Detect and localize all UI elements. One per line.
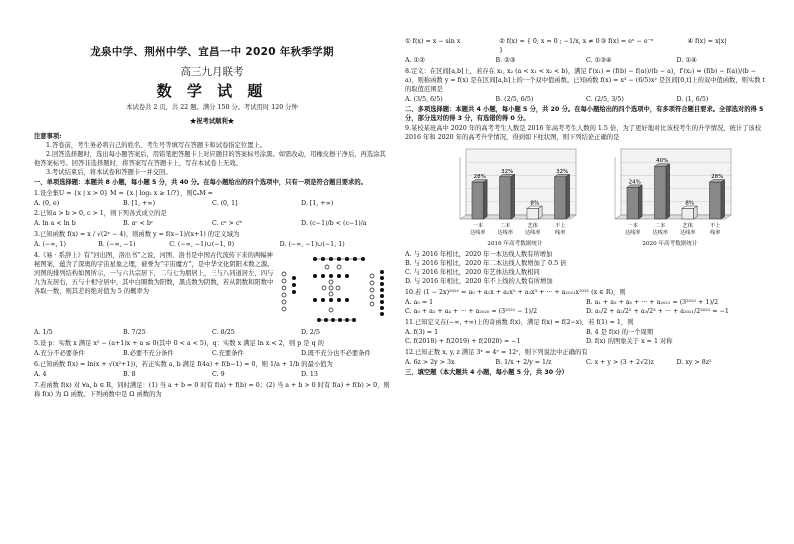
option-d: D. 与 2016 年相比，2020 年不上线的人数有所增加: [405, 278, 553, 286]
option-b: B. [1, +∞): [123, 199, 156, 207]
charts-area: [405, 143, 767, 251]
chart-bar: [709, 182, 721, 219]
option-c: C. 与 2016 年相比，2020 年艺体达线人数相同: [405, 269, 540, 277]
question-4: [34, 252, 390, 328]
chart-category-label: 达线率: [524, 230, 541, 237]
chart-data-label: 40%: [656, 158, 669, 165]
function-4: ④ f(x) = x|x|: [687, 38, 727, 45]
option-c: C. (2/5, 3/5): [586, 95, 624, 103]
options: [34, 220, 390, 229]
option-b: B. 1/x + 2/y = 1/z: [495, 358, 552, 366]
option-c: C. f(2018) + f(2019) + f(2020) = −1: [405, 337, 521, 345]
chart-bar: [527, 209, 539, 220]
chart-category-label: 艺体: [527, 223, 538, 230]
bar-chart-2020: [605, 145, 735, 241]
chart-category-label: 线率: [555, 230, 566, 237]
chart-title-2016: 2016 年高考数据统计: [487, 241, 543, 248]
chart-category-label: 达线率: [624, 230, 641, 237]
option-b: B. 7/25: [123, 329, 146, 337]
chart-data-label: 28%: [711, 174, 724, 181]
options: [405, 359, 767, 368]
question-6: [34, 361, 390, 380]
option-b: B.必要不充分条件: [123, 350, 174, 358]
school-heading: 龙泉中学、荆州中学、宜昌一中 2020 年秋季学期: [90, 46, 334, 58]
chart-category-label: 不上: [710, 223, 721, 230]
chart-bar-side: [566, 175, 570, 220]
option-c: C. x + y > (3 + 2√2)z: [586, 358, 654, 366]
option-d: D. (−∞, −1)∪(−1, 1): [279, 241, 345, 249]
chart-category-label: 一本: [627, 223, 638, 230]
chart-category-label: 达线率: [469, 230, 486, 237]
question-10: 10.若 (1 − 2x)²⁰²¹ = a₀ + a₁x + a₂x² + a₃x³ + ··· + a₂₀₂₁x²⁰²¹ (x ∈ R)，则: [405, 289, 626, 297]
option-b: B. 与 2016 年相比，2020 年二本达线人数增加了 0.5 倍: [405, 260, 567, 268]
option-d: D. (1, 6/5): [676, 95, 709, 103]
question-12: 12.已知正数 x, y, z 满足 3ˣ = 4ʸ = 12ᶻ，则下列说法中正确的有: [405, 348, 588, 356]
chart-category-label: 二本: [500, 223, 511, 230]
section-3-title: 三、填空题（本大题共 4 小题，每小题 5 分，共 30 分）: [405, 368, 568, 376]
option-a: A. 4: [34, 370, 47, 378]
chart-category-label: 不上: [555, 223, 566, 230]
chart-bar-side: [639, 185, 643, 219]
option-d: D.既不充分也不必要条件: [301, 350, 371, 358]
hetu-diagram: [280, 256, 386, 324]
option-a: A. 6z > 2y > 3x: [405, 358, 455, 366]
chart-category-label: 达线率: [497, 230, 514, 237]
option-c: C. a₀ + a₂ + a₄ + ··· + a₂₀₂₀ = (3²⁰²¹ − 1)/2: [405, 307, 538, 315]
option-c: C. 9: [212, 370, 225, 378]
option-a: A.充分不必要条件: [34, 350, 85, 358]
chart-bar: [499, 177, 511, 219]
subject-title: 数 学 试 题: [156, 81, 268, 100]
note-item: 2.回答选择题时，选出每小题答案后，用铅笔把答题卡上对应题目的答案标号涂黑。如需改动，用橡皮擦干净后，再选涂其他答案标号。回答非选择题时，将答案写在答题卡上，写在本试卷上无效。: [34, 150, 386, 167]
option-b: B. aᶜ < bᶜ: [123, 220, 154, 228]
option-d: D. 13: [301, 370, 318, 378]
chart-data-label: 24%: [628, 179, 641, 186]
q9-options: [405, 251, 767, 287]
option-c: C. (−∞, −1)∪(−1, 0): [169, 241, 235, 249]
left-column: [34, 0, 390, 544]
options: [34, 350, 390, 359]
question-stem: 1.设全集U = {x | x > 0} M = {x | log₂ x ≥ 1/?}，则∁ᵤM =: [34, 189, 213, 197]
exam-title: 高三九月联考: [180, 65, 244, 78]
blessing: ★祝考试顺利★: [189, 118, 235, 126]
option-d: D. 2/5: [301, 329, 320, 337]
question-stem: 7.若函数 f(x) 对 ∀a, b ∈ R，同时满足：(1) 当 a + b = 0 时有 f(a) + f(b) = 0；(2) 当 a + b > 0 时有 f(a) + f(b) > 0，则称 f(x) 为 Ω 函数。下列函数中是 Ω 函数的为: [34, 381, 390, 398]
option-a: A. (3/5, 6/5): [405, 95, 443, 103]
options: [405, 299, 767, 317]
option-d: D. f(x) 的图象关于 x = 1 对称: [586, 337, 673, 345]
question-11: 11.已知定义在(−∞, +∞)上的奇函数 f(x)，满足 f(x) = f(2−x)，若 f(1) = 1，则: [405, 318, 634, 326]
chart-bar-side: [511, 175, 515, 220]
chart-data-label: 32%: [556, 169, 569, 176]
question-8: 8.定义：在区间[a,b]上，若存在 x₁, x₂ (a < x₁ < x₂ < b)，满足 f′(x₁) = (f(b) − f(a))/(b − a)，f′(x₂) = (f(b) − f(a))/(b − a)，则称函数 y = f(x) 是在区间[a,b]上的一个双中值函数。已知函数 f(x) = x³ − (6/5)x² 是区间[0,t]上的双中值函数，则实数 t 的取值范围是: [405, 67, 766, 93]
question-7: [34, 382, 390, 400]
option-b: B. 4 是 f(x) 的一个周期: [586, 328, 654, 336]
option-d: D. (c−1)/b < (c−1)/a: [301, 220, 367, 228]
option-a: A. ln a < ln b: [34, 220, 76, 228]
option-c: C. cᵃ > cᵇ: [212, 220, 242, 228]
chart-data-label: 8%: [530, 200, 540, 207]
hetu-figure: [274, 252, 390, 328]
option-a: A. f(3) = 1: [405, 328, 439, 336]
chart-category-label: 二本: [655, 223, 666, 230]
option-b: B. a₁ + a₃ + a₅ + ··· + a₂₀₂₁ = (3²⁰²¹ + 1)/2: [586, 299, 719, 306]
question-stem: 3.已知函数 f(x) = x / √(2ˣ − 4)，则函数 y = f(x−1)/(x+1) 的定义域为: [34, 231, 240, 239]
chart-category-label: 艺体: [682, 223, 693, 230]
option-a: A. ①②: [405, 56, 425, 64]
option-a: A. 与 2016 年相比，2020 年一本达线人数有所增加: [405, 251, 553, 259]
chart-bar: [554, 177, 566, 219]
chart-data-label: 8%: [685, 200, 695, 207]
chart-bar-side: [539, 206, 543, 219]
chart-category-label: 一本: [472, 223, 483, 230]
chart-category-label: 线率: [710, 230, 721, 237]
option-c: C. 8/25: [212, 329, 235, 337]
options: [34, 329, 390, 338]
option-d: D. [1, +∞): [301, 199, 334, 207]
option-d: D. xy > 8z²: [676, 358, 712, 366]
chart-bar: [627, 188, 639, 220]
question-1: [34, 190, 390, 209]
q7-choices: [405, 57, 767, 66]
question-2: [34, 210, 390, 229]
note-item: 3.考试结束后，将本试卷和答题卡一并交回。: [46, 168, 172, 176]
question-9: 9.某校某班高中 2020 年的高考考生人数是 2016 年高考考生人数的 1.5 倍，为了更好地对比该校考生的升学情况，统计了该校 2016 年和 2020 年的高考升学情况，得到如下柱状图，则下列结论正确的是: [405, 125, 762, 142]
option-a: A. a₀ = 1: [405, 299, 434, 306]
right-column: [405, 0, 767, 544]
function-2: ② f(x) = { 0, x = 0 ; −1/x, x ≠ 0 }: [499, 38, 600, 54]
chart-bar-side: [484, 180, 488, 219]
option-c: C.充要条件: [212, 350, 244, 358]
note-item: 1.答卷前，考生务必将自己的姓名、考生号等填写在答题卡和试卷指定位置上。: [46, 141, 267, 149]
option-c: C. (0, 1]: [212, 199, 238, 207]
chart-title-2020: 2020 年高考数据统计: [642, 241, 698, 248]
chart-bar: [654, 167, 666, 220]
chart-data-label: 28%: [473, 174, 486, 181]
question-stem: 4.《易 · 系辞上》有“河出图，洛出书”之说，河图、洛书是中国古代流传下来的两幅神秘图案，蕴含了深奥的宇宙星象之理，被誉为“宇宙魔方”，是中华文化阴阳术数之源。河图的排列结构如图所示，一与六共宗居下，二与七为朋居上，三与八同道居左，四与九为友居右，五与十相守居中，其中白圈数为阳数，黑点数为阴数，若从阴数和阳数中各取一数，则其差的绝对值为 5 的概率为: [34, 252, 274, 295]
options: [405, 96, 767, 105]
option-a: A. (−∞, 1): [34, 241, 66, 249]
question-stem: 2.已知a > b > 0, c > 1，则下列各式成立的是: [34, 210, 167, 218]
option-a: A. 1/5: [34, 329, 53, 337]
bar-chart-2016: [450, 145, 580, 241]
exam-meta: 本试卷共 2 页，共 22 题。满分 150 分。考试用时 120 分钟: [126, 104, 298, 112]
question-3: [34, 231, 390, 250]
option-d: D. ①④: [676, 56, 697, 64]
notes-title: 注意事项:: [34, 132, 62, 140]
option-d: D. a₁/2 + a₂/2² + a₃/2³ + ··· + a₂₀₂₁/2²⁰²¹ = −1: [586, 307, 729, 315]
section-1-title: 一、单项选择题：本题共 8 小题，每小题 5 分，共 40 分。在每小题给出的四个选项中，只有一项是符合题目要求的。: [34, 178, 367, 186]
option-b: B. ②③: [495, 56, 516, 64]
chart-data-label: 32%: [501, 169, 514, 176]
question-5: [34, 340, 390, 359]
chart-bar: [682, 209, 694, 220]
chart-category-label: 达线率: [679, 230, 696, 237]
options: [34, 200, 390, 209]
option-b: B. (2/5, 6/5): [495, 95, 534, 103]
question-stem: 6.已知函数 f(x) = ln(x + √(x²+1))，若正实数 a, b 满足 f(4a) + f(b−1) = 0，则 1/a + 1/b 的最小值为: [34, 360, 333, 368]
chart-bar: [472, 182, 484, 219]
chart-category-label: 达线率: [652, 230, 669, 237]
chart-bar-side: [666, 164, 670, 219]
chart-bar-side: [694, 206, 698, 219]
option-c: C. ①③④: [586, 56, 612, 64]
option-a: A. (0, e): [34, 199, 60, 207]
options: [34, 371, 390, 380]
options: [34, 241, 390, 250]
function-3: ③ f(x) = eˣ − e⁻ˣ: [600, 38, 654, 45]
option-b: B. (−∞, −1): [98, 241, 136, 249]
chart-bar-side: [721, 180, 725, 219]
option-b: B. 8: [123, 370, 136, 378]
question-stem: 5.设 p：实数 x 满足 x² − (a+1)x + a ≤ 0(其中 0 < a < 5)，q：实数 x 满足 ln x < 2，则 p 是 q 的: [34, 340, 324, 348]
q7-functions: [405, 38, 767, 56]
options: [405, 329, 767, 347]
function-1: ① f(x) = x − sin x: [405, 38, 461, 45]
section-2-title: 二、多项选择题：本题共 4 小题，每小题 5 分，共 20 分。在每小题给出的四个选项中，有多项符合题目要求。全部选对的得 5 分，部分选对的得 3 分，有选错的得 0 分。: [405, 105, 764, 122]
